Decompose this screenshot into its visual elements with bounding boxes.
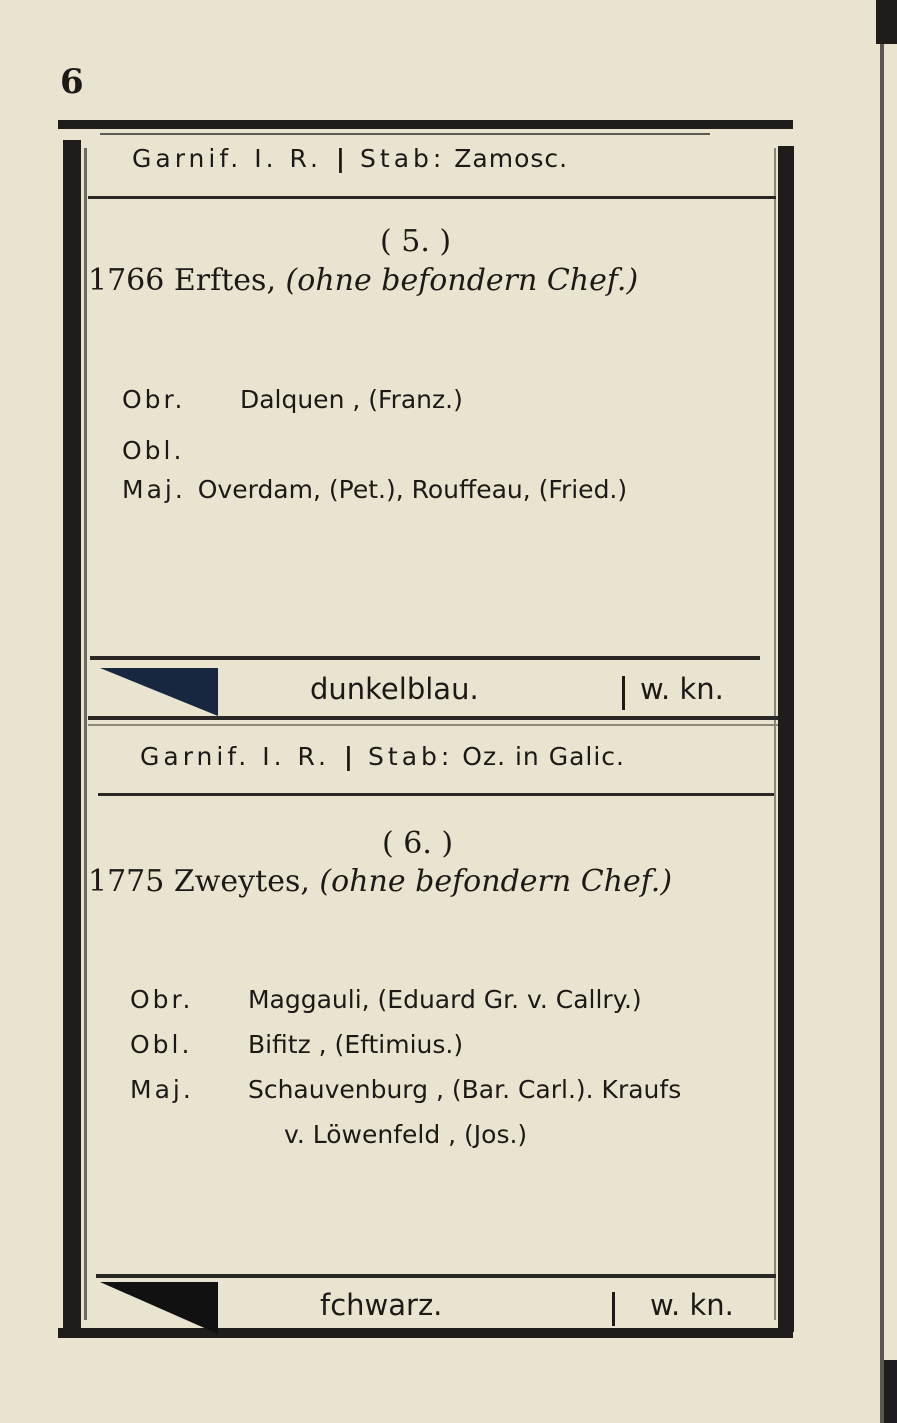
staff-label: Stab: [360,144,446,173]
officer-rank: Maj. [122,475,186,504]
frame-left-inner-rule [84,148,87,1320]
officer-names: Dalquen , (Franz.) [239,385,463,414]
separator: | [335,144,347,173]
officer-row [284,1120,527,1149]
swatch-shape [100,1282,218,1334]
officer-row [130,1075,681,1104]
regiment-year: 1775 [88,864,165,899]
officer-rank: Obr. [122,385,186,414]
frame-left-rule [63,140,81,1330]
entry-divider-thin [88,724,778,726]
frame-top-thin-rule [100,133,710,135]
officer-row [130,1030,463,1059]
officer-rank: Obl. [122,436,185,465]
garrison-station [140,742,625,771]
frame-right-rule [778,146,794,1332]
facing-color-swatch [100,660,222,716]
officer-rank: Obl. [130,1030,193,1059]
garrison-label: Garnif. I. R. [140,742,330,771]
separator: | [343,742,355,771]
officer-row [122,475,627,504]
officer-row [122,385,463,414]
regiment-name: Erftes, [173,263,276,298]
facing-color-name: fchwarz. [320,1288,443,1322]
staff-place: Oz. in Galic. [462,742,625,771]
swatch-shape [100,668,218,716]
station-rule [98,793,774,796]
facing-separator [622,676,625,710]
regiment-number: ( 6. ) [382,826,454,861]
binding-edge-mark [884,1360,897,1423]
garrison-station [132,144,568,173]
frame-right-inner-rule [774,148,776,1320]
regiment-number: ( 5. ) [380,224,452,259]
regiment-heading [88,263,638,298]
station-rule [88,196,776,199]
officer-names: Overdam, (Pet.), Rouffeau, (Fried.) [197,475,628,504]
staff-place: Zamosc. [454,144,569,173]
facing-color-swatch [100,1276,222,1334]
officer-names: Bifitz , (Eftimius.) [247,1030,464,1059]
officer-rank: Obr. [130,985,194,1014]
regiment-name: Zweytes, [173,864,310,899]
facing-buttons: w. kn. [640,672,724,706]
facing-buttons: w. kn. [650,1288,734,1322]
regiment-chef: (ohne befondern Chef.) [319,864,673,899]
officer-names: Schauvenburg , (Bar. Carl.). Kraufs [247,1075,682,1104]
binding-edge-line [880,44,884,1423]
page-number: 6 [60,62,84,102]
staff-label: Stab: [368,742,454,771]
officer-names: Maggauli, (Eduard Gr. v. Callry.) [247,985,642,1014]
regiment-heading [88,864,672,899]
regiment-year: 1766 [88,263,165,298]
officer-row [130,985,642,1014]
garrison-label: Garnif. I. R. [132,144,322,173]
binding-edge-mark [876,0,897,44]
regiment-chef: (ohne befondern Chef.) [285,263,639,298]
entry-divider [88,716,778,720]
officer-rank: Maj. [130,1075,194,1104]
frame-top-rule [58,120,793,129]
officer-row [122,436,232,465]
facing-separator [612,1292,615,1326]
officer-names: v. Löwenfeld , (Jos.) [284,1120,528,1149]
facing-color-name: dunkelblau. [310,672,479,706]
